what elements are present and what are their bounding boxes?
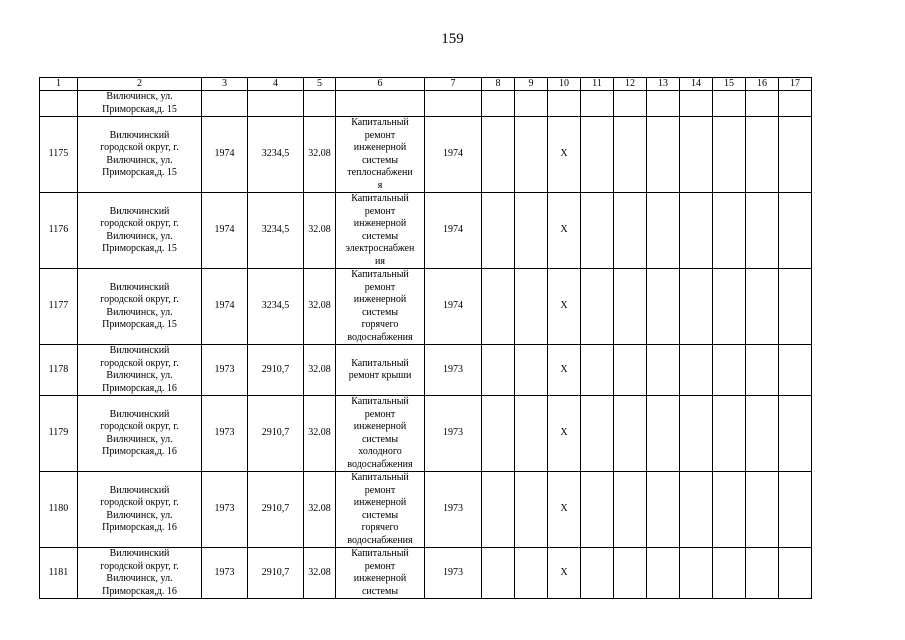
construction-year-cell: 1974: [202, 117, 248, 193]
empty-cell: [647, 396, 680, 472]
empty-cell: [647, 91, 680, 117]
empty-cell: [614, 548, 647, 599]
record-id-cell: 1178: [40, 345, 78, 396]
empty-cell: [713, 117, 746, 193]
construction-year-cell: 1973: [202, 396, 248, 472]
column-number-cell: 16: [746, 78, 779, 91]
empty-cell: [614, 345, 647, 396]
area-cell: 3234,5: [248, 269, 304, 345]
column-number-cell: 8: [482, 78, 515, 91]
table-row: [40, 548, 812, 599]
empty-cell: [581, 91, 614, 117]
code-cell: 32.08: [304, 193, 336, 269]
empty-cell: [614, 396, 647, 472]
code-cell: 32.08: [304, 269, 336, 345]
work-type-cell: [336, 91, 425, 117]
empty-cell: [779, 548, 812, 599]
column-number-cell: 17: [779, 78, 812, 91]
column-number-cell: 9: [515, 78, 548, 91]
construction-year-cell: 1974: [202, 269, 248, 345]
area-cell: 2910,7: [248, 345, 304, 396]
address-cell: Вилючинский городской округ, г. Вилючинск, ул. Приморская,д. 16: [78, 396, 202, 472]
empty-cell: [482, 548, 515, 599]
empty-cell: [746, 117, 779, 193]
work-type-cell: Капитальный ремонт крыши: [336, 345, 425, 396]
empty-cell: [515, 91, 548, 117]
record-id-cell: 1176: [40, 193, 78, 269]
empty-cell: [647, 345, 680, 396]
page-number: 159: [441, 31, 464, 47]
empty-cell: [680, 345, 713, 396]
empty-cell: [515, 269, 548, 345]
empty-cell: [581, 396, 614, 472]
empty-cell: [482, 396, 515, 472]
empty-cell: [713, 396, 746, 472]
column-number-cell: 15: [713, 78, 746, 91]
column-number-cell: 13: [647, 78, 680, 91]
empty-cell: [647, 472, 680, 548]
empty-cell: [482, 345, 515, 396]
empty-cell: [713, 193, 746, 269]
empty-cell: [779, 91, 812, 117]
record-id-cell: 1181: [40, 548, 78, 599]
empty-cell: [581, 548, 614, 599]
empty-cell: [746, 91, 779, 117]
column-number-cell: 11: [581, 78, 614, 91]
record-id-cell: 1177: [40, 269, 78, 345]
construction-year-cell: 1974: [202, 193, 248, 269]
empty-cell: [482, 91, 515, 117]
empty-cell: [746, 548, 779, 599]
area-cell: 3234,5: [248, 117, 304, 193]
empty-cell: [647, 548, 680, 599]
empty-cell: [515, 548, 548, 599]
work-year-cell: 1973: [425, 548, 482, 599]
address-cell: Вилючинский городской округ, г. Вилючинск, ул. Приморская,д. 16: [78, 472, 202, 548]
empty-cell: [746, 193, 779, 269]
empty-cell: [713, 472, 746, 548]
record-id-cell: [40, 91, 78, 117]
empty-cell: [647, 193, 680, 269]
mark-cell: Х: [548, 193, 581, 269]
empty-cell: [779, 193, 812, 269]
empty-cell: [713, 548, 746, 599]
table-row: [40, 117, 812, 193]
register-table: [39, 77, 812, 599]
empty-cell: [614, 269, 647, 345]
area-cell: [248, 91, 304, 117]
construction-year-cell: [202, 91, 248, 117]
empty-cell: [482, 269, 515, 345]
empty-cell: [614, 193, 647, 269]
work-type-cell: Капитальный ремонт инженерной системы горячего водоснабжения: [336, 269, 425, 345]
column-number-cell: 3: [202, 78, 248, 91]
work-type-cell: Капитальный ремонт инженерной системы холодного водоснабжения: [336, 396, 425, 472]
empty-cell: [779, 345, 812, 396]
mark-cell: Х: [548, 396, 581, 472]
mark-cell: Х: [548, 472, 581, 548]
work-type-cell: Капитальный ремонт инженерной системы теплоснабжени я: [336, 117, 425, 193]
empty-cell: [779, 396, 812, 472]
empty-cell: [680, 396, 713, 472]
work-year-cell: 1973: [425, 345, 482, 396]
column-number-cell: 7: [425, 78, 482, 91]
work-type-cell: Капитальный ремонт инженерной системы электроснабжен ия: [336, 193, 425, 269]
address-cell: Вилючинский городской округ, г. Вилючинск, ул. Приморская,д. 15: [78, 269, 202, 345]
column-number-cell: 12: [614, 78, 647, 91]
mark-cell: Х: [548, 548, 581, 599]
empty-cell: [680, 548, 713, 599]
empty-cell: [713, 269, 746, 345]
code-cell: [304, 91, 336, 117]
column-number-cell: 4: [248, 78, 304, 91]
empty-cell: [581, 117, 614, 193]
empty-cell: [746, 345, 779, 396]
empty-cell: [779, 472, 812, 548]
area-cell: 3234,5: [248, 193, 304, 269]
empty-cell: [680, 91, 713, 117]
code-cell: 32.08: [304, 472, 336, 548]
address-cell: Вилючинский городской округ, г. Вилючинск, ул. Приморская,д. 16: [78, 548, 202, 599]
column-number-cell: 14: [680, 78, 713, 91]
empty-cell: [614, 91, 647, 117]
empty-cell: [680, 269, 713, 345]
column-number-cell: 6: [336, 78, 425, 91]
work-year-cell: 1974: [425, 269, 482, 345]
empty-cell: [680, 117, 713, 193]
table-row: [40, 91, 812, 117]
empty-cell: [680, 472, 713, 548]
table-body: [40, 78, 812, 599]
code-cell: 32.08: [304, 396, 336, 472]
table-row: [40, 269, 812, 345]
record-id-cell: 1179: [40, 396, 78, 472]
mark-cell: Х: [548, 117, 581, 193]
empty-cell: [515, 193, 548, 269]
area-cell: 2910,7: [248, 396, 304, 472]
table-row: [40, 396, 812, 472]
table-row: [40, 472, 812, 548]
area-cell: 2910,7: [248, 548, 304, 599]
code-cell: 32.08: [304, 548, 336, 599]
work-year-cell: 1973: [425, 396, 482, 472]
mark-cell: Х: [548, 269, 581, 345]
empty-cell: [779, 117, 812, 193]
area-cell: 2910,7: [248, 472, 304, 548]
construction-year-cell: 1973: [202, 345, 248, 396]
empty-cell: [647, 269, 680, 345]
address-cell: Вилючинский городской округ, г. Вилючинск, ул. Приморская,д. 16: [78, 345, 202, 396]
empty-cell: [482, 193, 515, 269]
empty-cell: [680, 193, 713, 269]
empty-cell: [746, 472, 779, 548]
empty-cell: [482, 117, 515, 193]
empty-cell: [746, 269, 779, 345]
column-number-cell: 1: [40, 78, 78, 91]
empty-cell: [581, 472, 614, 548]
code-cell: 32.08: [304, 117, 336, 193]
work-year-cell: 1973: [425, 472, 482, 548]
empty-cell: [614, 472, 647, 548]
empty-cell: [515, 345, 548, 396]
column-number-cell: 2: [78, 78, 202, 91]
empty-cell: [647, 117, 680, 193]
table-row: [40, 345, 812, 396]
column-number-row: [40, 78, 812, 91]
empty-cell: [746, 396, 779, 472]
work-type-cell: Капитальный ремонт инженерной системы горячего водоснабжения: [336, 472, 425, 548]
construction-year-cell: 1973: [202, 472, 248, 548]
empty-cell: [713, 345, 746, 396]
empty-cell: [581, 269, 614, 345]
empty-cell: [581, 345, 614, 396]
empty-cell: [515, 472, 548, 548]
record-id-cell: 1180: [40, 472, 78, 548]
work-year-cell: [425, 91, 482, 117]
mark-cell: Х: [548, 345, 581, 396]
column-number-cell: 10: [548, 78, 581, 91]
work-year-cell: 1974: [425, 117, 482, 193]
work-type-cell: Капитальный ремонт инженерной системы: [336, 548, 425, 599]
address-cell: Вилючинский городской округ, г. Вилючинск, ул. Приморская,д. 15: [78, 193, 202, 269]
empty-cell: [482, 472, 515, 548]
address-cell: Вилючинск, ул. Приморская,д. 15: [78, 91, 202, 117]
work-year-cell: 1974: [425, 193, 482, 269]
address-cell: Вилючинский городской округ, г. Вилючинск, ул. Приморская,д. 15: [78, 117, 202, 193]
empty-cell: [614, 117, 647, 193]
construction-year-cell: 1973: [202, 548, 248, 599]
mark-cell: [548, 91, 581, 117]
column-number-cell: 5: [304, 78, 336, 91]
code-cell: 32.08: [304, 345, 336, 396]
empty-cell: [515, 117, 548, 193]
empty-cell: [713, 91, 746, 117]
empty-cell: [581, 193, 614, 269]
empty-cell: [779, 269, 812, 345]
record-id-cell: 1175: [40, 117, 78, 193]
table-row: [40, 193, 812, 269]
empty-cell: [515, 396, 548, 472]
